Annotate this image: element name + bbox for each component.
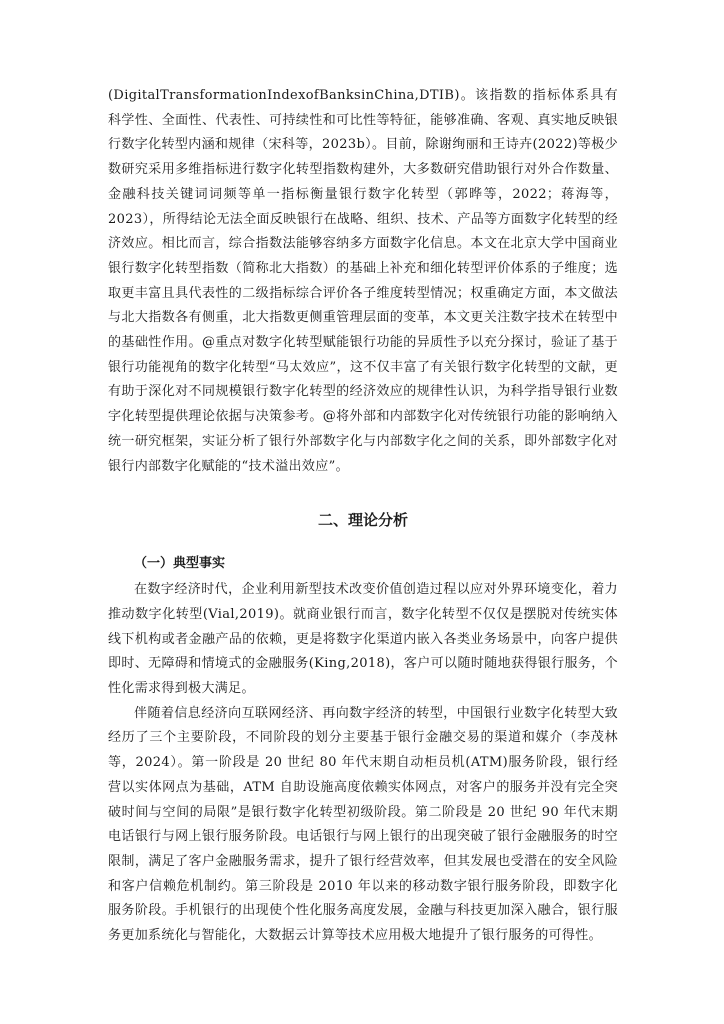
body-paragraph-1: 在数字经济时代，企业利用新型技术改变价值创造过程以应对外界环境变化，着力推动数字化转型(Vial,2019)。就商业银行而言，数字化转型不仅仅是摆脱对传统实体线下机构或者金融产品的依赖，更是将数字化渠道内嵌入各类业务场景中，向客户提供即时、无障碍和情境式的金融服务(King,2018)，客户可以随时随地获得银行服务，个性化需求得到极大满足。 bbox=[108, 582, 618, 697]
intro-paragraph: (DigitalTransformationIndexofBanksinChina,DTIB)。该指数的指标体系具有科学性、全面性、代表性、可持续性和可比性等特征，能够准确、客观、真实地反映银行数字化转型内涵和规律（宋科等，2023b）。目前，除谢绚丽和王诗卉(2022)等极少数研究采用多维指标进行数字化转型指数构建外，大多数研究借助银行对外合作数量、金融科技关键词词频等单一指标衡量银行数字化转型（郭晔等，2022；蒋海等，2023），所得结论无法全面反映银行在战略、组织、技术、产品等方面数字化转型的经济效应。相比而言，综合指数法能够容纳多方面数字化信息。本文在北京大学中国商业银行数字化转型指数（简称北大指数）的基础上补充和细化转型评价体系的子维度；选取更丰富且具代表性的二级指标综合评价各子维度转型情况；权重确定方面，本文做法与北大指数各有侧重，北大指数更侧重管理层面的变革，本文更关注数字技术在转型中的基础性作用。@重点对数字化转型赋能银行功能的异质性予以充分探讨，验证了基于银行功能视角的数字化转型“马太效应”，这不仅丰富了有关银行数字化转型的文献，更有助于深化对不同规模银行数字化转型的经济效应的规律性认识，为科学指导银行业数字化转型提供理论依据与决策参考。@将外部和内部数字化对传统银行功能的影响纳入统一研究框架，实证分析了银行外部数字化与内部数字化之间的关系，即外部数字化对银行内部数字化赋能的“技术溢出效应”。 bbox=[108, 88, 618, 474]
subsection-heading: （一）典型事实 bbox=[134, 556, 226, 572]
section-heading: 二、理论分析 bbox=[317, 511, 408, 530]
document-page bbox=[108, 84, 618, 949]
spacer bbox=[108, 532, 618, 552]
spacer bbox=[108, 479, 618, 508]
body-paragraph-2: 伴随着信息经济向互联网经济、再向数字经济的转型，中国银行业数字化转型大致经历了三个主要阶段，不同阶段的划分主要基于银行金融交易的渠道和媒介（李茂林等，2024）。第一阶段是 20 世纪 80 年代末期自动柜员机(ATM)服务阶段，银行经营以实体网点为基础，ATM 自助设施高度依赖实体网点，对客户的服务并没有完全突破时间与空间的局限”是银行数字化转型初级阶段。第二阶段是 20 世纪 90 年代末期电话银行与网上银行服务阶段。电话银行与网上银行的出现突破了银行金融服务的时空限制，满足了客户金融服务需求，提升了银行经营效率，但其发展也受潜在的安全风险和客户信赖危机制约。第三阶段是 2010 年以来的移动数字银行服务阶段，即数字化服务阶段。手机银行的出现使个性化服务高度发展，金融与科技更加深入融合，银行服务更加系统化与智能化，大数据云计算等技术应用极大地提升了银行服务的可得性。 bbox=[108, 705, 618, 944]
